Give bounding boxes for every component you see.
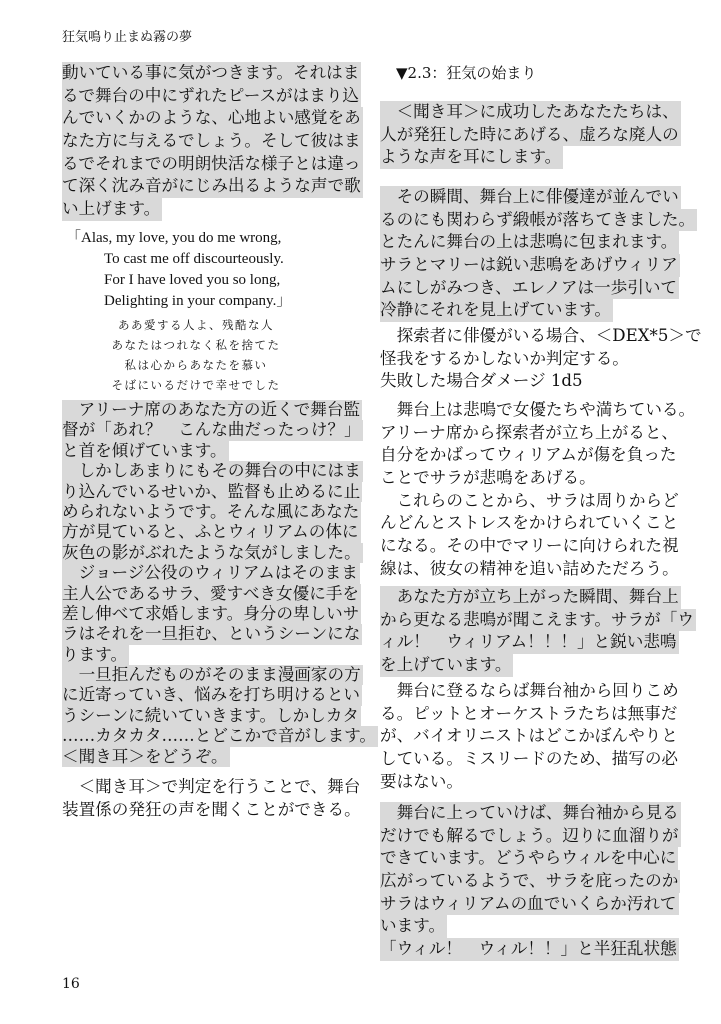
text-line [380, 146, 680, 169]
text-line-content: り込んでいるせいか、監督も止めるに止 [62, 481, 361, 501]
text-line [62, 543, 362, 563]
text-line-content: ……カタカタ……とどこかで音がします。 [62, 726, 376, 746]
song-lyrics-japanese [66, 315, 326, 395]
text-line-content: 舞台に登るならば舞台袖から回りこめ [380, 681, 679, 700]
song-line: Delighting in your company.」 [104, 293, 292, 309]
text-line-content: 督が「あれ？ こんな曲だったっけ？」 [62, 420, 361, 440]
text-line [380, 609, 694, 632]
text-line [62, 685, 362, 705]
text-line-content: ような声を耳にします。 [380, 146, 563, 169]
text-line-content: できています。どうやらウィルを中心に [380, 847, 678, 870]
text-line-content: これらのことから、サラは周りからど [380, 490, 679, 510]
section-heading: ▼2.3：狂気の始まり [396, 64, 537, 82]
text-line-content: い上げます。 [62, 198, 162, 221]
text-line [62, 85, 362, 108]
text-line [380, 680, 680, 703]
song-line: For I have loved you so long, [104, 272, 281, 288]
text-line-content: しかしあまりにもその舞台の中にはま [62, 461, 361, 481]
text-line [380, 725, 680, 748]
text-line-content: サラとマリーは鋭い悲鳴をあげウィリア [380, 254, 680, 277]
right-paragraph-7 [380, 802, 680, 961]
right-paragraph-2 [380, 186, 696, 322]
song-line: 「Alas, my love, you do me wrong, [66, 230, 282, 246]
text-line-content: 冷静にそれを見上げています。 [380, 299, 613, 322]
text-line-content: サラはウィリアムの血でいくらか汚れて [380, 893, 679, 916]
running-header: 狂気鳴り止まぬ霧の夢 [62, 30, 193, 45]
text-line [380, 124, 680, 147]
text-line-content: と首を傾げています。 [62, 440, 227, 460]
text-line-content: 人が発狂した時にあげる、虚ろな廃人の [380, 124, 681, 147]
text-line [62, 107, 362, 130]
text-line [380, 535, 680, 558]
text-line-content: を上げています。 [380, 654, 513, 677]
text-line [380, 467, 680, 490]
text-line [62, 198, 362, 221]
text-line-content: だけでも解るでしょう。辺りに血溜りが [380, 825, 681, 848]
text-line [380, 870, 680, 893]
text-line-content: アリーナ席から探索者が立ち上がると、 [380, 422, 679, 442]
text-line-content: ＜聞き耳＞をどうぞ。 [62, 746, 228, 766]
text-line [380, 915, 680, 938]
text-line-content: 装置係の発狂の声を聞くことができる。 [62, 799, 361, 819]
text-line [380, 825, 680, 848]
left-paragraph-2 [62, 400, 376, 767]
text-line [380, 422, 680, 445]
text-line [380, 802, 680, 825]
text-line [380, 748, 680, 771]
song-line: To cast me off discourteously. [104, 251, 284, 267]
text-line-content: 「ウィル！ ウィル！！」と半狂乱状態 [380, 938, 679, 961]
text-line-content: アリーナ席のあなた方の近くで舞台監 [62, 400, 361, 419]
song-line: 私は心からあなたを慕い [124, 358, 268, 372]
text-line [62, 400, 362, 420]
text-line-content: 舞台に上っていけば、舞台袖から見る [380, 802, 681, 825]
left-paragraph-3 [62, 776, 362, 821]
text-line [380, 631, 680, 654]
text-line [380, 512, 680, 535]
text-line-content: 方が見ていると、ふとウィリアムの体に [62, 522, 359, 542]
text-line [380, 654, 680, 677]
text-line [380, 325, 702, 348]
text-line-content: 一旦拒んだものがそのまま漫画家の方 [62, 665, 361, 685]
text-line-content: るでそれまでの明朗快活な様子とは違っ [62, 153, 363, 176]
text-line [380, 399, 696, 422]
right-paragraph-3 [380, 325, 702, 393]
text-line-content: められないようです。そんな風にあなた [62, 501, 360, 521]
text-line-content: とたんに舞台の上は悲鳴に包まれます。 [380, 231, 679, 254]
text-line-content: ラはそれを一旦拒む、というシーンにな [62, 624, 361, 644]
right-paragraph-1 [380, 101, 680, 169]
text-line-content: るで舞台の中にずれたピースがはまり込 [62, 85, 361, 108]
right-paragraph-6 [380, 680, 680, 793]
text-line-content: て深く沈み音がにじみ出るような声で歌 [62, 175, 363, 198]
text-line [62, 726, 376, 746]
text-line [380, 847, 680, 870]
text-line-content: 探索者に俳優がいる場合、＜DEX*5＞で [380, 326, 702, 345]
text-line [380, 299, 680, 322]
text-line-content: 怪我をするかしないか判定する。 [380, 348, 629, 368]
text-line-content: なた方に与えるでしょう。そして彼はま [62, 130, 363, 153]
text-line [62, 604, 362, 624]
text-line [380, 101, 680, 124]
text-line [62, 584, 362, 604]
text-line [62, 563, 362, 583]
text-line [380, 254, 680, 277]
text-line-content: 要はない。 [380, 771, 463, 791]
text-line-content: 広がっているようで、サラを庇ったのか [380, 870, 680, 893]
text-line-content: が、バイオリニストはどこかぼんやりと [380, 726, 678, 746]
text-line-content: ムにしがみつき、エレノアは一歩引いて [380, 277, 679, 300]
text-line [62, 665, 362, 685]
text-line-content: 主人公であるサラ、愛すべき女優に手を [62, 583, 360, 603]
text-line-content: ジョージ公役のウィリアムはそのまま [62, 563, 358, 583]
text-line-content: る。ピットとオーケストラたちは無事だ [380, 703, 678, 723]
text-line-content: 舞台上は悲鳴で女優たちや満ちている。 [380, 400, 696, 419]
text-line [380, 703, 680, 726]
text-line [62, 645, 362, 665]
text-line-content: になる。その中でマリーに向けられた視 [380, 536, 679, 556]
text-line [62, 153, 362, 176]
song-line: あなたはつれなく私を捨てた [111, 338, 281, 352]
text-line-content: ります。 [62, 644, 128, 664]
text-line-content: している。ミスリードのため、描写の必 [380, 749, 679, 769]
text-line [380, 938, 680, 961]
text-line [62, 776, 362, 799]
text-line [62, 420, 362, 440]
text-line-content: 失敗した場合ダメージ 1d5 [380, 371, 583, 391]
text-line [62, 799, 362, 822]
left-paragraph-1 [62, 62, 362, 221]
text-line [380, 231, 680, 254]
song-lyrics-english [66, 228, 291, 312]
text-line [62, 441, 362, 461]
text-line-content: 差し伸べて求婚します。身分の卑しいサ [62, 603, 360, 623]
text-line-content: います。 [380, 915, 447, 938]
text-line [380, 490, 680, 513]
text-line [380, 893, 680, 916]
song-line: ああ愛する人よ、残酷な人 [118, 318, 274, 332]
text-line [380, 558, 680, 581]
text-line [380, 186, 680, 209]
text-line [62, 522, 362, 542]
text-line [380, 771, 680, 794]
text-line-content: 線は、彼女の精神を追い詰めただろう。 [380, 558, 679, 578]
text-line [380, 209, 696, 232]
text-line-content: あなた方が立ち上がった瞬間、舞台上 [380, 586, 681, 609]
page-number: 16 [62, 976, 80, 992]
text-line-content: 動いている事に気がつきます。それはま [62, 62, 361, 85]
text-line-content: その瞬間、舞台上に俳優達が並んでい [380, 186, 681, 209]
text-line [62, 130, 362, 153]
text-line-content: ことでサラが悲鳴をあげる。 [380, 468, 596, 488]
text-line [62, 706, 362, 726]
text-line-content: ィル！ ウィリアム！！！」と鋭い悲鳴 [380, 631, 679, 654]
text-line-content: うシーンに続いていきます。しかしカタ [62, 705, 360, 725]
text-line [62, 747, 362, 767]
right-paragraph-5 [380, 586, 694, 677]
text-line-content: ＜聞き耳＞に成功したあなたたちは、 [380, 101, 681, 124]
text-line-content: に近寄っていき、悩みを打ち明けるとい [62, 685, 361, 705]
text-line [380, 444, 680, 467]
text-line-content: 自分をかばってウィリアムが傷を負った [380, 445, 677, 465]
text-line [380, 277, 680, 300]
text-line-content: から更なる悲鳴が聞こえます。サラが「ウ [380, 609, 696, 632]
text-line-content: 灰色の影がぶれたような気がしました。 [62, 542, 361, 562]
song-line: そばにいるだけで幸せでした [111, 378, 281, 392]
text-line [62, 502, 362, 522]
text-line [380, 586, 680, 609]
text-line-content: ＜聞き耳＞で判定を行うことで、舞台 [62, 777, 361, 796]
text-line-content: るのにも関わらず緞帳が落ちてきました。 [380, 209, 697, 232]
text-line-content: んでいくかのような、心地よい感覚をあ [62, 107, 363, 130]
text-line [62, 624, 362, 644]
text-line-content: んどんとストレスをかけられていくこと [380, 513, 679, 533]
text-line [62, 482, 362, 502]
text-line [62, 62, 362, 85]
text-line [62, 461, 362, 481]
text-line [380, 370, 680, 393]
text-line [62, 175, 362, 198]
right-paragraph-4 [380, 399, 696, 581]
text-line [380, 348, 680, 371]
